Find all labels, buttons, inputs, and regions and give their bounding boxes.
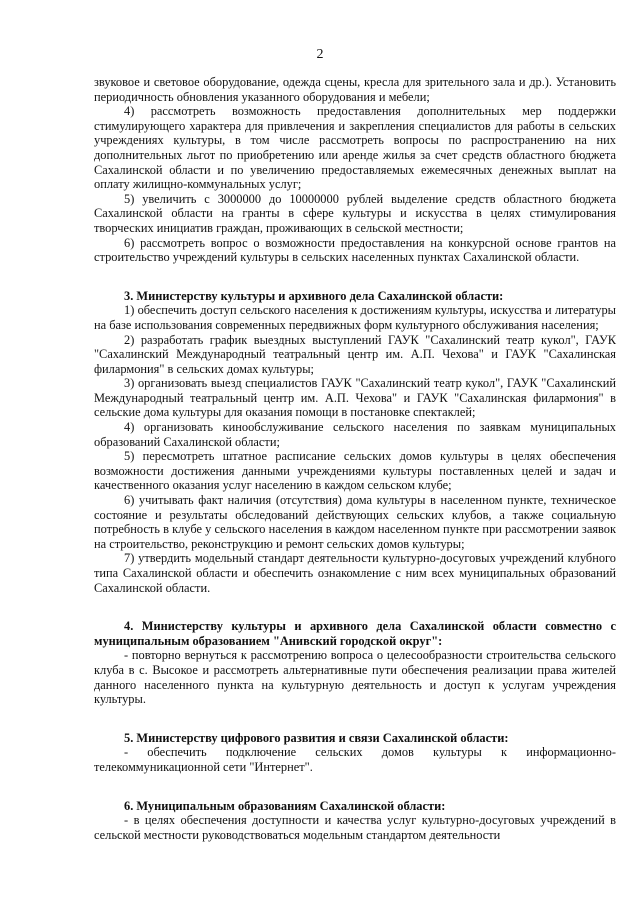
- section3-item-1: 1) обеспечить доступ сельского населения к достижениям культуры, искусства и литературы на базе использования современных передвижных форм культурного обслуживания населения;: [94, 303, 616, 332]
- page-number: 2: [316, 47, 324, 62]
- section2-item-6: 6) рассмотреть вопрос о возможности предоставления на конкурсной основе грантов на строительство учреждений культуры в сельских населенных пунктах Сахалинской области.: [94, 235, 616, 265]
- section2-item-5: 5) увеличить с 3000000 до 10000000 рублей выделение средств областного бюджета Сахалинской области на гранты в сфере культуры и искусства в целях стимулирования творческих инициатив граждан, проживающих в сельской местности;: [94, 191, 616, 235]
- section2-item-4: 4) рассмотреть возможность предоставления дополнительных мер поддержки стимулирующего характера для привлечения и закрепления специалистов для работы в сельских учреждениях культуры, в том числе рассмотреть вопросы по распространению на них дополнительных льгот по приобретению или аренде жилья за счет средств областного бюджета Сахалинской области и по увеличению предоставляемых ежемесячных денежных выплат на оплату жилищно-коммунальных услуг;: [94, 104, 616, 192]
- section5-heading: 5. Министерству цифрового развития и связи Сахалинской области:: [124, 730, 509, 745]
- section3-item-4: 4) организовать кинообслуживание сельского населения по заявкам муниципальных образований Сахалинской области;: [94, 420, 616, 449]
- section3-item-6: 6) учитывать факт наличия (отсутствия) дома культуры в населенном пункте, техническое состояние и результаты обследований действующих сельских клубов, а также социальную потребность в клубе у сельского населения в каждом населенном пункте при рассмотрении заявок на строительство, реконструкцию и ремонт сельских домов культуры;: [94, 493, 616, 551]
- section3-heading: 3. Министерству культуры и архивного дела Сахалинской области:: [124, 288, 504, 303]
- section3-item-5: 5) пересмотреть штатное расписание сельских домов культуры в целях обеспечения возможности достижения данными учреждениями культуры поставленных целей и задач и качественного оказания услуг населению в каждом сельском клубе;: [94, 449, 616, 493]
- section6-item-1: - в целях обеспечения доступности и качества услуг культурно-досуговых учреждений в сельской местности руководствоваться модельным стандартом деятельности: [94, 813, 616, 842]
- section4-heading: 4. Министерству культуры и архивного дела Сахалинской области совместно с муниципальным образованием "Анивский городской округ":: [94, 619, 616, 648]
- section3-item-7: 7) утвердить модельный стандарт деятельности культурно-досуговых учреждений клубного типа Сахалинской области и обеспечить ознакомление с ним всех муниципальных образований Сахалинской области.: [94, 551, 616, 595]
- section3-item-2: 2) разработать график выездных выступлений ГАУК "Сахалинский театр кукол", ГАУК "Сахалинский Международный театральный центр им. А.П. Чехова" и ГАУК "Сахалинская филармония" в сельских домах культуры;: [94, 332, 616, 376]
- section3-item-3: 3) организовать выезд специалистов ГАУК "Сахалинский театр кукол", ГАУК "Сахалинский Международный театральный центр им. А.П. Чехова" и ГАУК "Сахалинская филармония" в сельские дома культуры для оказания помощи в постановке спектаклей;: [94, 376, 616, 420]
- paragraph-carryover: звуковое и световое оборудование, одежда сцены, кресла для зрительного зала и др.). Установить периодичность обновления указанного оборудования и мебели;: [94, 75, 616, 104]
- document-body: [94, 75, 616, 842]
- section5-item-1: - обеспечить подключение сельских домов культуры к информационно-телекоммуникационной сети "Интернет".: [94, 745, 616, 774]
- section6-heading: 6. Муниципальным образованиям Сахалинской области:: [124, 798, 446, 813]
- section4-item-1: - повторно вернуться к рассмотрению вопроса о целесообразности строительства сельского клуба в с. Высокое и рассмотреть альтернативные пути обеспечения реализации права жителей данного населенного пункта на культурную деятельность и доступ к услугам учреждения культуры.: [94, 648, 616, 707]
